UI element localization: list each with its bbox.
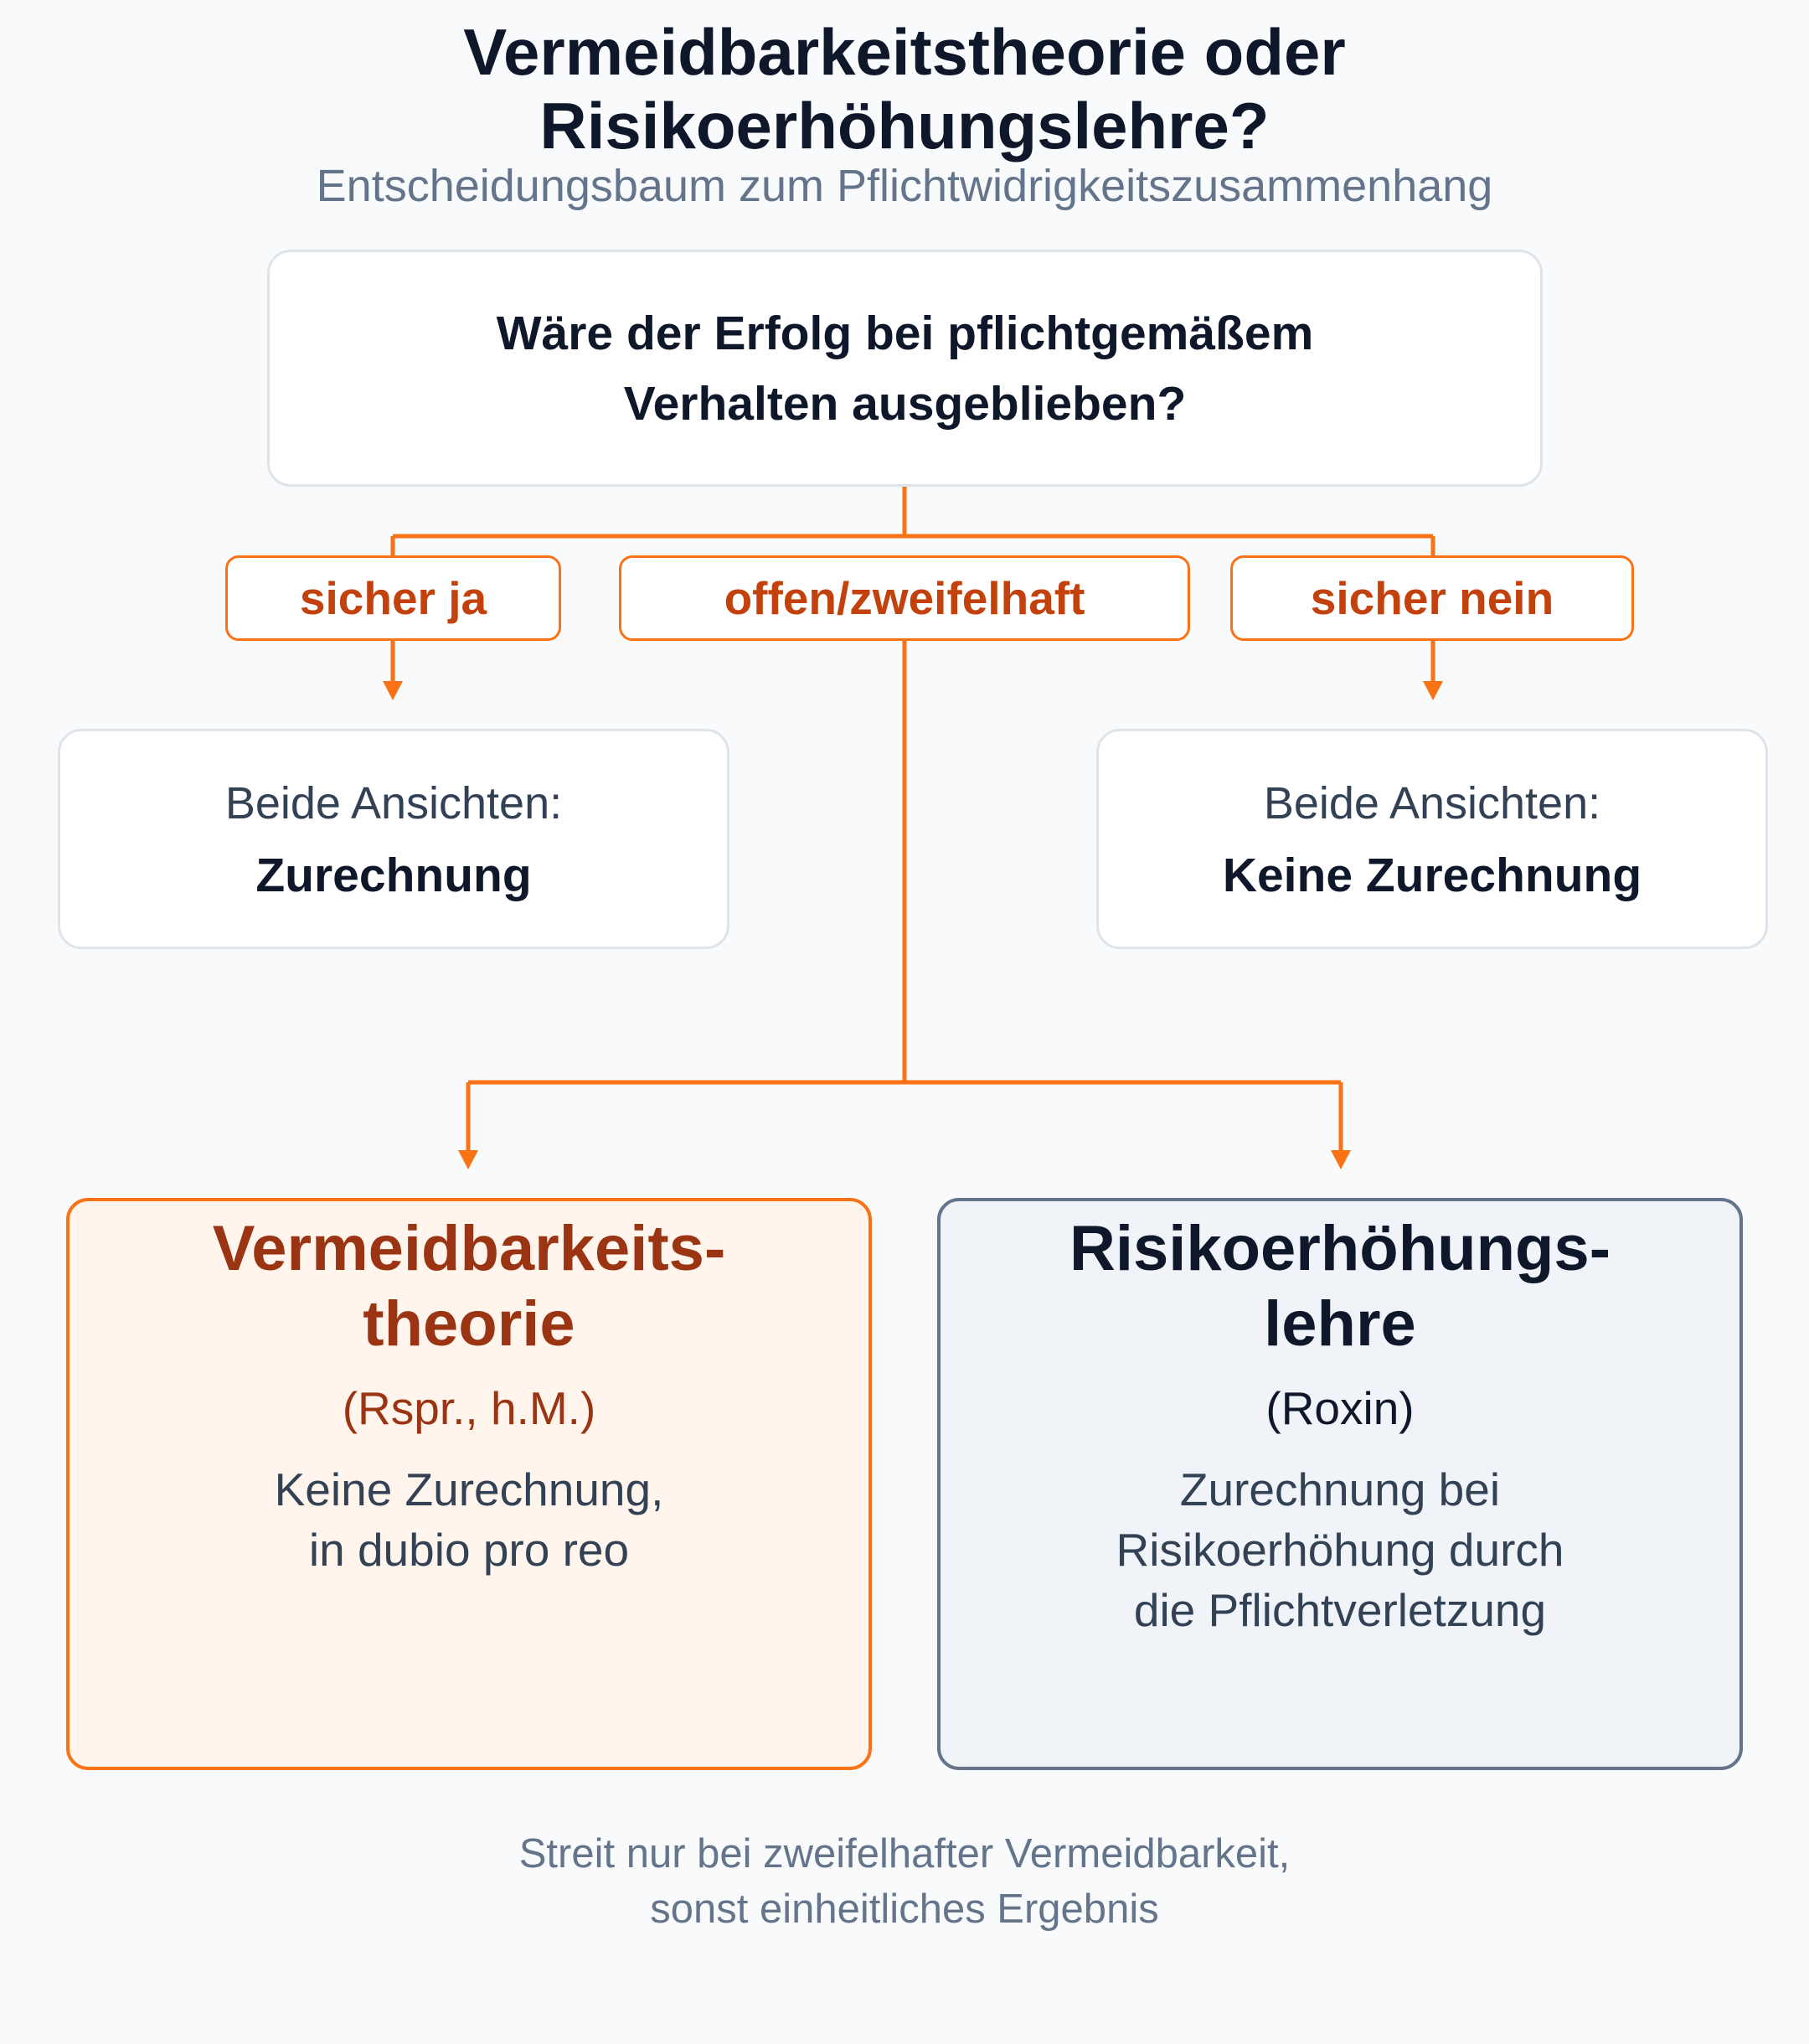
result-box-no: [1096, 729, 1768, 949]
question-box: [267, 250, 1543, 487]
page-subtitle: Entscheidungsbaum zum Pflichtwidrigkeitszusammenhang: [316, 161, 1493, 211]
footnote-line-2: sonst einheitliches Ergebnis: [650, 1887, 1159, 1932]
title-line-2: Risikoerhöhungslehre?: [539, 89, 1270, 163]
theory-left-description: [275, 1459, 664, 1580]
theory-left-desc-line-1: Keine Zurechnung,: [274, 1463, 664, 1515]
branch-label-open: offen/zweifelhaft: [619, 555, 1190, 641]
result-yes-line-1: Beide Ansichten:: [224, 777, 563, 828]
page-title: [0, 15, 1809, 163]
question-line-1: Wäre der Erfolg bei pflichtgemäßem: [496, 306, 1314, 360]
theory-right-desc-line-2: Risikoerhöhung durch: [1116, 1524, 1564, 1576]
theory-right-desc-line-1: Zurechnung bei: [1179, 1463, 1501, 1515]
theory-right-title-line-2: lehre: [1264, 1288, 1416, 1360]
theory-left-title-line-1: Vermeidbarkeits-: [212, 1213, 726, 1284]
theory-right-title-line-1: Risikoerhöhungs-: [1069, 1213, 1611, 1284]
arrowhead-yes: [383, 681, 403, 700]
branch-label-no: sicher nein: [1230, 555, 1634, 641]
result-yes-line-2: Zurechnung: [255, 848, 532, 902]
arrowhead-no: [1423, 681, 1443, 700]
theory-left-author: (Rspr., h.M.): [342, 1382, 596, 1434]
theory-right-description: [1116, 1459, 1564, 1640]
theory-right-author: (Roxin): [1265, 1382, 1415, 1434]
result-no-line-2: Keine Zurechnung: [1222, 848, 1642, 902]
theory-right-desc-line-3: die Pflichtverletzung: [1133, 1584, 1547, 1636]
theory-box-risikoerhoehung: [937, 1198, 1743, 1770]
arrowhead-right-theory: [1331, 1150, 1351, 1169]
footnote-line-1: Streit nur bei zweifelhafter Vermeidbarkeit,: [518, 1831, 1291, 1876]
title-line-1: Vermeidbarkeitstheorie oder: [463, 15, 1346, 89]
branch-label-yes: sicher ja: [225, 555, 561, 641]
theory-right-title: [1069, 1211, 1611, 1362]
result-no-line-1: Beide Ansichten:: [1263, 777, 1601, 828]
theory-box-vermeidbarkeit: [66, 1198, 872, 1770]
arrowhead-left-theory: [458, 1150, 478, 1169]
theory-left-title-line-2: theorie: [363, 1288, 575, 1360]
question-line-2: Verhalten ausgeblieben?: [623, 376, 1187, 431]
theory-left-title: [213, 1211, 726, 1362]
footnote: [0, 1826, 1809, 1937]
result-box-yes: [58, 729, 729, 949]
theory-left-desc-line-2: in dubio pro reo: [308, 1524, 630, 1576]
